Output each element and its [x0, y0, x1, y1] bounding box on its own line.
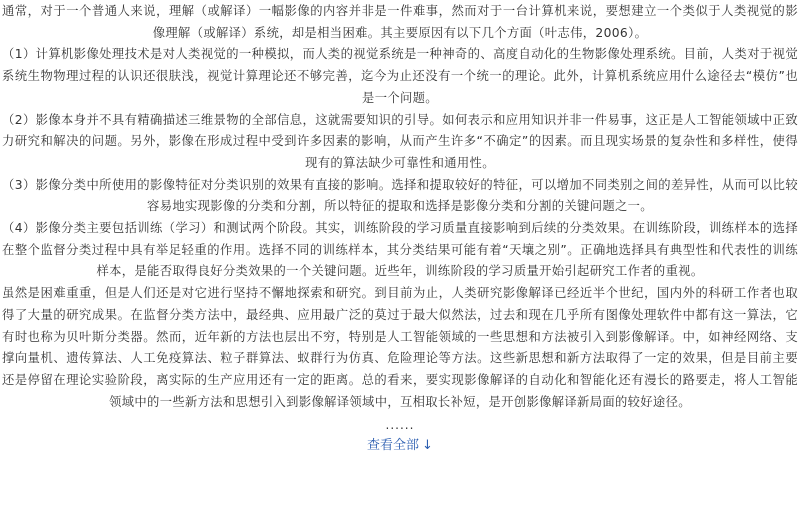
- view-all-row: [2, 436, 798, 456]
- conclusion-paragraph: 虽然是困难重重，但是人们还是对它进行坚持不懈地探索和研究。到目前为止，人类研究影像解译已经近半个世纪，国内外的科研工作者也取得了大量的研究成果。在监督分类方法中，最经典、应用最广泛的莫过于最大似然法，过去和现在几乎所有图像处理软件中都有这一算法，它有时也称为贝叶斯分类器。然而，近年新的方法也层出不穷，特别是人工智能领域的一些思想和方法被引入到影像解译。中，如神经网络、支撑向量机、遗传算法、人工免疫算法、粒子群算法、蚁群行为仿真、危险理论等方法。这些新思想和新方法取得了一定的效果，但是目前主要还是停留在理论实验阶段，离实际的生产应用还有一定的距离。总的看来，要实现影像解译的自动化和智能化还有漫长的路要走，将人工智能领域中的一些新方法和思想引入到影像解译领域中，互相取长补短，是开创影像解译新局面的较好途径。: [2, 286, 798, 409]
- reason-2-paragraph: （2）影像本身并不具有精确描述三维景物的全部信息，这就需要知识的引导。如何表示和应用知识并非一件易事，这正是人工智能领域中正致力研究和解决的问题。另外，影像在形成过程中受到许多因素的影响，从而产生许多“不确定”的因素。而且现实场景的复杂性和多样性，使得现有的算法缺少可靠性和通用性。: [2, 112, 798, 170]
- arrow-down-icon: ↓: [422, 438, 433, 454]
- reason-1-paragraph: （1）计算机影像处理技术是对人类视觉的一种模拟，而人类的视觉系统是一种神奇的、高度自动化的生物影像处理系统。目前，人类对于视觉系统生物物理过程的认识还很肤浅，视觉计算理论还不够完善，迄今为止还没有一个统一的理论。此外，计算机系统应用什么途径去“模仿”也是一个问题。: [2, 47, 798, 105]
- truncation-ellipsis: ......: [385, 418, 415, 433]
- view-all-link[interactable]: [367, 438, 433, 453]
- reason-3-paragraph: （3）影像分类中所使用的影像特征对分类识别的效果有直接的影响。选择和提取较好的特征，可以增加不同类别之间的差异性，从而可以比较容易地实现影像的分类和分割，所以特征的提取和选择是影像分类和分割的关键问题之一。: [2, 177, 798, 214]
- view-all-label: 查看全部: [367, 438, 420, 454]
- reason-4-paragraph: （4）影像分类主要包括训练（学习）和测试两个阶段。其实，训练阶段的学习质量直接影响到后续的分类效果。在训练阶段，训练样本的选择在整个监督分类过程中具有举足轻重的作用。选择不同的训练样本，其分类结果可能有着“天壤之别”。正确地选择具有典型性和代表性的训练样本，是能否取得良好分类效果的一个关键问题。近些年，训练阶段的学习质量开始引起研究工作者的重视。: [2, 221, 798, 279]
- intro-paragraph: 通常，对于一个普通人来说，理解（或解译）一幅影像的内容并非是一件难事，然而对于一台计算机来说，要想建立一个类似于人类视觉的影像理解（或解译）系统，却是相当困难。其主要原因有以下几个方面（叶志伟，2006）。: [2, 4, 798, 40]
